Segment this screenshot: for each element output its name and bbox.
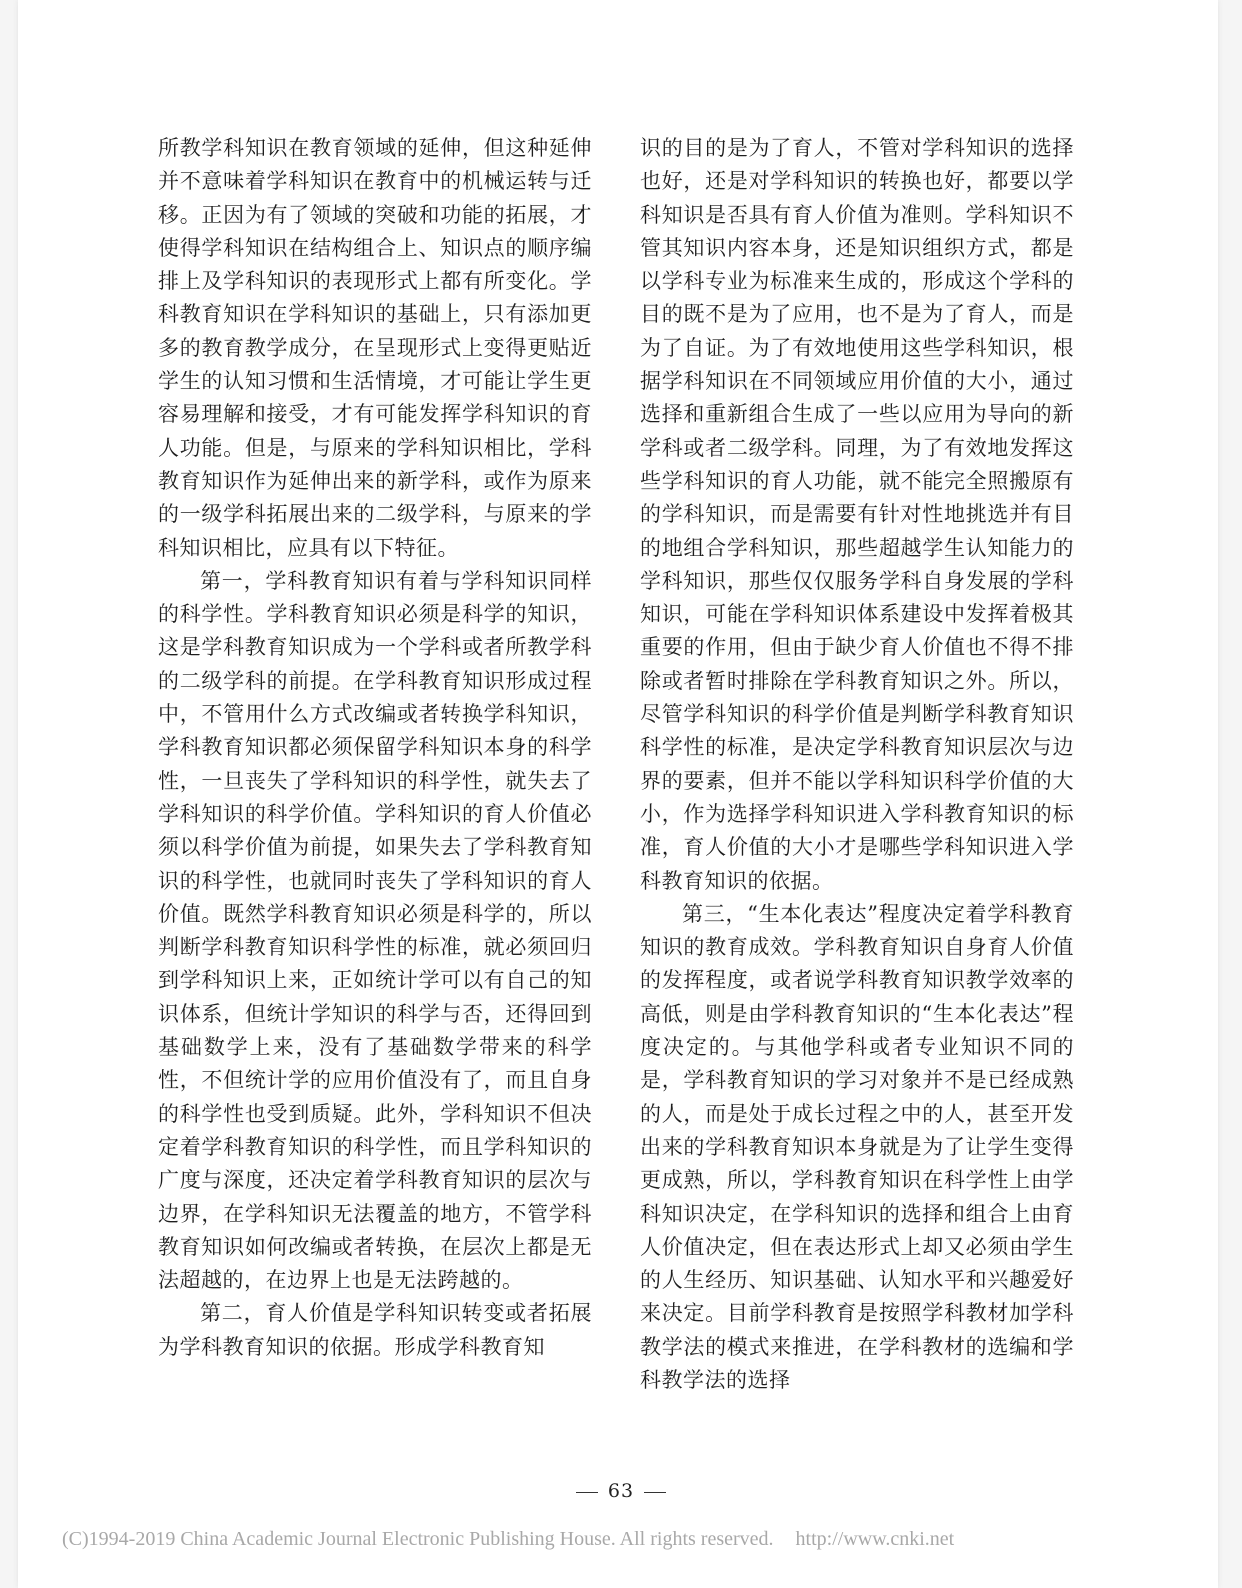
left-paragraph-1: 所教学科知识在教育领域的延伸，但这种延伸并不意味着学科知识在教育中的机械运转与迁移。正因为有了领域的突破和功能的拓展，才使得学科知识在结构组合上、知识点的顺序编排上及学科知识的表现形式上都有所变化。学科教育知识在学科知识的基础上，只有添加更多的教育教学成分，在呈现形式上变得更贴近学生的认知习惯和生活情境，才可能让学生更容易理解和接受，才有可能发挥学科知识的育人功能。但是，与原来的学科知识相比，学科教育知识作为延伸出来的新学科，或作为原来的一级学科拓展出来的二级学科，与原来的学科知识相比，应具有以下特征。 (158, 136, 592, 560)
copyright-footer (62, 1528, 1182, 1551)
page-number-right-dash (644, 1492, 666, 1493)
page-number-left-dash (576, 1492, 598, 1493)
left-paragraph-3: 第二，育人价值是学科知识转变或者拓展为学科教育知识的依据。形成学科教育知 (158, 1301, 592, 1359)
cnki-url-link[interactable]: http://www.cnki.net (795, 1528, 955, 1550)
left-paragraph-2: 第一，学科教育知识有着与学科知识同样的科学性。学科教育知识必须是科学的知识，这是学科教育知识成为一个学科或者所教学科的二级学科的前提。在学科教育知识形成过程中，不管用什么方式改编或者转换学科知识，学科教育知识都必须保留学科知识本身的科学性，一旦丧失了学科知识的科学性，就失去了学科知识的科学价值。学科知识的育人价值必须以科学价值为前提，如果失去了学科教育知识的科学性，也就同时丧失了学科知识的育人价值。既然学科教育知识必须是科学的，所以判断学科教育知识科学性的标准，就必须回归到学科知识上来，正如统计学可以有自己的知识体系，但统计学知识的科学与否，还得回到基础数学上来，没有了基础数学带来的科学性，不但统计学的应用价值没有了，而且自身的科学性也受到质疑。此外，学科知识不但决定着学科教育知识的科学性，而且学科知识的广度与深度，还决定着学科教育知识的层次与边界，在学科知识无法覆盖的地方，不管学科教育知识如何改编或者转换，在层次上都是无法超越的，在边界上也是无法跨越的。 (158, 568, 592, 1293)
copyright-text: (C)1994-2019 China Academic Journal Electronic Publishing House. All rights reserved. (62, 1528, 774, 1550)
right-column (640, 132, 1074, 1397)
right-paragraph-1: 识的目的是为了育人，不管对学科知识的选择也好，还是对学科知识的转换也好，都要以学科知识是否具有育人价值为准则。学科知识不管其知识内容本身，还是知识组织方式，都是以学科专业为标准来生成的，形成这个学科的目的既不是为了应用，也不是为了育人，而是为了自证。为了有效地使用这些学科知识，根据学科知识在不同领域应用价值的大小，通过选择和重新组合生成了一些以应用为导向的新学科或者二级学科。同理，为了有效地发挥这些学科知识的育人功能，就不能完全照搬原有的学科知识，而是需要有针对性地挑选并有目的地组合学科知识，那些超越学生认知能力的学科知识，那些仅仅服务学科自身发展的学科知识，可能在学科知识体系建设中发挥着极其重要的作用，但由于缺少育人价值也不得不排除或者暂时排除在学科教育知识之外。所以，尽管学科知识的科学价值是判断学科教育知识科学性的标准，是决定学科教育知识层次与边界的要素，但并不能以学科知识科学价值的大小，作为选择学科知识进入学科教育知识的标准，育人价值的大小才是哪些学科知识进入学科教育知识的依据。 (640, 136, 1074, 893)
page-number (0, 1480, 1242, 1502)
left-column (158, 132, 592, 1364)
right-paragraph-2: 第三，“生本化表达”程度决定着学科教育知识的教育成效。学科教育知识自身育人价值的发挥程度，或者说学科教育知识教学效率的高低，则是由学科教育知识的“生本化表达”程度决定的。与其他学科或者专业知识不同的是，学科教育知识的学习对象并不是已经成熟的人，而是处于成长过程之中的人，甚至开发出来的学科教育知识本身就是为了让学生变得更成熟，所以，学科教育知识在科学性上由学科知识决定，在学科知识的选择和组合上由育人价值决定，但在表达形式上却又必须由学生的人生经历、知识基础、认知水平和兴趣爱好来决定。目前学科教育是按照学科教材加学科教学法的模式来推进，在学科教材的选编和学科教学法的选择 (640, 901, 1074, 1392)
page-number-value: 63 (607, 1480, 635, 1502)
